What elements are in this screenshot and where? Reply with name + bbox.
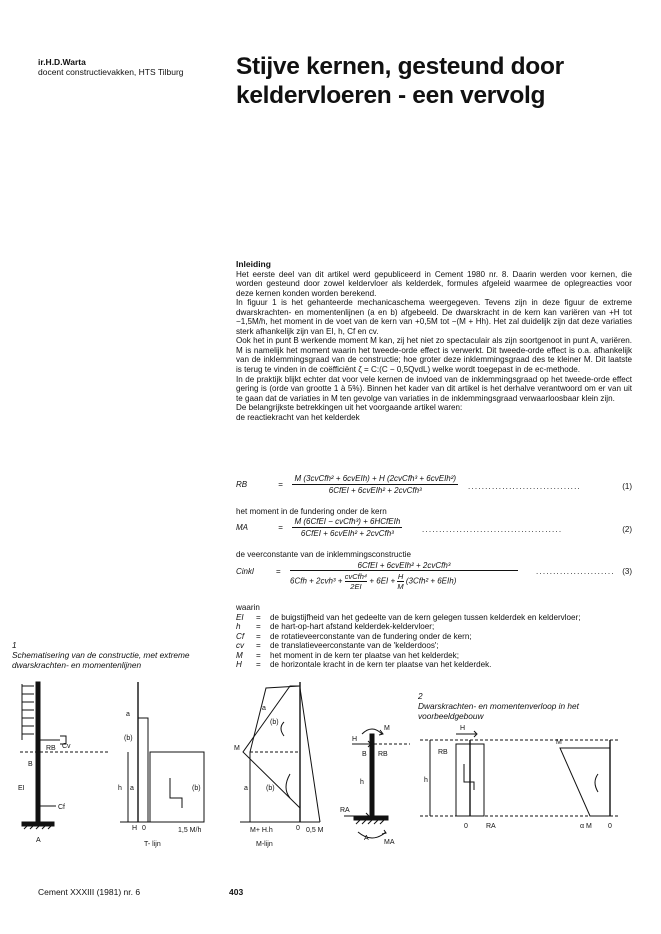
definition-symbol: h (236, 622, 241, 632)
fig2-t-h-label: h (424, 777, 428, 784)
paragraph-2: In figuur 1 is het gehanteerde mechanicaschema weergegeven. Tevens zijn in deze figuur de extreme dwarskrachten- en momentenlijnen (a en b) afgebeeld. De dwarskracht in de kern kan variëren van +H tot −1,5M/h, het moment in de voet van de kern van +0,5M tot −(M + Hh). Het zal duidelijk zijn dat deze variaties sterk afhankelijk zijn van EI, h, Cf en cv. (236, 298, 632, 336)
definition-text: de rotatieveerconstante van de fundering onder de kern; (270, 631, 472, 641)
fig1-cf-label: Cf (58, 804, 65, 811)
formula-3-number: (3) (622, 567, 632, 576)
caption-1-number: 1 (12, 640, 17, 650)
caption-2 (418, 691, 628, 721)
definitions-block (236, 603, 636, 670)
page-number: 403 (229, 887, 244, 897)
definition-text: de buigstijfheid van het gedeelte van de kern gelegen tussen kelderdek en keldervloer; (270, 612, 581, 622)
fig1-t-a-label: a (126, 711, 130, 718)
definition-row: M = het moment in de kern ter plaatse van het kelderdek; (236, 650, 459, 660)
paragraph-5: De belangrijkste betrekkingen uit het voorgaande artikel waren: (236, 403, 463, 413)
fig1-m-b-label: (b) (270, 719, 279, 726)
fig2-t-RA-label: RA (486, 823, 496, 830)
fig1-t-a2-label: a (130, 785, 134, 792)
definition-text: de translatieveerconstante van de 'kelderdoos'; (270, 641, 439, 651)
figure-1 (0, 678, 340, 853)
paragraph-6: de reactiekracht van het kelderdek (236, 412, 360, 422)
formula-2: MA = $\frac{\text{M (6CfEI − cvCfh³) + 6HCfEIh}}{\text{6CfEI + 6cvEIh² + 2cvCfh³}}$ ......................................... (2) (236, 517, 632, 538)
fig2-h-label: h (360, 779, 364, 786)
fig2-t-H-label: H (460, 725, 466, 732)
caption-1-text: Schematisering van de constructie, met extreme dwarskrachten- en momentenlijnen (12, 650, 190, 670)
definition-symbol: H (236, 660, 242, 670)
formula-2-lhs: MA (236, 522, 248, 532)
author-role: docent constructievakken, HTS Tilburg (38, 67, 184, 77)
fig2-M-label: M (384, 725, 390, 732)
wind-load-arrows (22, 686, 34, 734)
fig1-m-M-label: M (234, 745, 240, 752)
fig1-b-label: B (28, 761, 33, 768)
formula-3-den-a: 6Cfh + 2cvh³ + (290, 576, 343, 586)
title-line-1: Stijve kernen, gesteund door (236, 53, 564, 80)
paragraph-1: Het eerste deel van dit artikel werd gepubliceerd in Cement 1980 nr. 8. Daarin werden voor kernen, die worden gesteund door zowel keldervloer als kelderdek, formules afgeleid waarmee de oplegreacties voor deze kernen konden worden berekend. (236, 269, 632, 298)
definition-row: H = de horizontale kracht in de kern ter plaatse van het kelderdek. (236, 660, 492, 670)
fig1-t-h-label: h (118, 785, 122, 792)
author-name: ir.H.D.Warta (38, 57, 86, 67)
text-veer: de veerconstante van de inklemmingsconstructie (236, 550, 412, 559)
formula-3-den-c: + 6EI + (369, 576, 396, 586)
fig1-m-lijn-label: M-lijn (256, 841, 273, 848)
caption-1 (12, 640, 232, 670)
formula-3-numerator: 6CfEI + 6cvEIh² + 2cvCfh³ (290, 561, 518, 571)
core-wall-2 (370, 734, 374, 816)
fig1-a-label: A (36, 837, 41, 844)
journal-footer: Cement XXXIII (1981) nr. 6 (38, 887, 141, 897)
fig2-t-RB-label: RB (438, 749, 448, 756)
definition-symbol: M (236, 650, 243, 660)
definition-text: de horizontale kracht in de kern ter plaatse van het kelderdek. (270, 660, 492, 670)
formula-1-lhs: RB (236, 479, 248, 489)
caption-2-text: Dwarskrachten- en momentenverloop in het voorbeeldgebouw (418, 701, 579, 721)
definition-row: cv = de translatieveerconstante van de 'kelderdoos'; (236, 641, 439, 651)
fig1-t-lijn-label: T- lijn (144, 841, 161, 848)
formula-2-denominator: 6CfEI + 6cvEIh² + 2cvCfh³ (300, 529, 394, 538)
paragraph-4: In de praktijk blijkt echter dat voor vele kernen de invloed van de inklemmingsgraad op het tweede-orde effect gering is (orde van grootte 1 à 5%). Binnen het kader van dit artikel is het derhalve verantwoord om er van uit te gaan dat de variaties in M ten gevolge van variaties in de inklemmingsgraad verwaarloosbaar klein zijn. (236, 374, 632, 403)
fig1-m-b2-label: (b) (266, 785, 275, 792)
fig1-m-a2-label: a (244, 785, 248, 792)
definitions-list (236, 613, 636, 670)
fig1-ei-label: EI (18, 785, 25, 792)
fig1-m-05-label: 0,5 M (306, 827, 324, 834)
fig2-RA-label: RA (340, 807, 350, 814)
figure-2 (340, 720, 640, 850)
fig2-MA-label: MA (384, 839, 395, 846)
formula-2-numerator: M (6CfEI − cvCfh³) + 6HCfEIh (294, 517, 401, 526)
definition-symbol: Cf (236, 631, 245, 641)
fig2-A-label: A (364, 835, 369, 842)
fig2-m-0-label: 0 (608, 823, 612, 830)
formula-1-fraction (292, 474, 458, 495)
article-title (236, 52, 646, 110)
title-line-2: keldervloeren - een vervolg (236, 82, 546, 109)
fig2-m-aM-label: α M (580, 823, 592, 830)
fig2-H-label: H (352, 736, 358, 743)
caption-2-number: 2 (418, 691, 423, 701)
formula-1-denominator: 6CfEI + 6cvEIh² + 2cvCfh³ (328, 486, 422, 495)
section-heading: Inleiding (236, 259, 271, 269)
definition-symbol: EI (236, 612, 244, 622)
formula-1-number: (1) (622, 482, 632, 491)
text-moment: het moment in de fundering onder de kern (236, 507, 387, 516)
definition-text: het moment in de kern ter plaatse van het kelderdek; (270, 650, 459, 660)
fig1-t-0-label: 0 (142, 825, 146, 832)
formula-2-fraction (292, 517, 402, 538)
formula-3-denominator (290, 572, 530, 591)
fig1-rb-label: RB (46, 745, 56, 752)
fig1-cv-label: Cv (62, 743, 71, 750)
formula-3: Cinkl = 6CfEI + 6cvEIh² + 2cvCfh³ 6Cfh + 2cvh³ + $\frac{\text{cvCfh⁴}}{2EI}$ + 6EI + $\frac{H}{M}$ (3Cfh² + 6EIh) ....................... (3) (236, 561, 632, 591)
formula-3-den-e: (3Cfh² + 6EIh) (405, 576, 457, 586)
fig2-RB-label: RB (378, 751, 388, 758)
paragraph-3: Ook het in punt B werkende moment M kan, zij het niet zo spectaculair als zijn soortgenoot in punt A, variëren. M is namelijk het moment waarin het tweede-orde effect is verwerkt. Dit tweede-orde effect is o.a. afhankelijk van de inklemmingsgraad van de constructie; hoe groter deze inklemmingsgraad des te kleiner M. Dit laatste is terug te vinden in de coëfficiënt ζ = C:(C − 0,5QvdL) welke wordt toegepast in de ec-methode. (236, 336, 632, 375)
fig1-m-0-label: 0 (296, 825, 300, 832)
definition-row: Cf = de rotatieveerconstante van de fundering onder de kern; (236, 631, 472, 641)
fig2-B-label: B (362, 751, 367, 758)
fig1-t-b2-label: (b) (192, 785, 201, 792)
formula-3-lhs: Cinkl (236, 567, 254, 576)
fig1-m-a-label: a (262, 705, 266, 712)
body-text (236, 260, 632, 422)
definition-row: EI = de buigstijfheid van het gedeelte van de kern gelegen tussen kelderdek en keldervloer; (236, 612, 581, 622)
fig1-m-MHh-label: M+ H.h (250, 827, 273, 834)
fig1-t-b-label: (b) (124, 735, 133, 742)
definition-row: h = de hart-op-hart afstand kelderdek-keldervloer; (236, 622, 435, 632)
definition-text: de hart-op-hart afstand kelderdek-keldervloer; (270, 622, 435, 632)
fig2-m-M-label: M (556, 739, 562, 746)
fig2-t-0-label: 0 (464, 823, 468, 830)
formula-3-den-frac-2: $\frac{H}{M}$ (397, 572, 404, 591)
formula-3-den-frac-1: $\frac{\text{cvCfh⁴}}{2EI}$ (344, 572, 368, 591)
formula-1: RB = $\frac{\text{M (3cvCfh² + 6cvEIh) + H (2cvCfh³ + 6cvEIh²)}}{\text{6CfEI + 6cvEIh² + 2cvCfh³}}$ ................................. (1) (236, 474, 632, 495)
definition-symbol: cv (236, 641, 245, 651)
formula-1-numerator: M (3cvCfh² + 6cvEIh) + H (2cvCfh³ + 6cvEIh²) (294, 474, 457, 483)
fig1-t-H-label: H (132, 825, 138, 832)
formula-2-number: (2) (622, 525, 632, 534)
fig1-t-15-label: 1,5 M/h (178, 827, 202, 834)
waarin-label: waarin (236, 603, 260, 612)
